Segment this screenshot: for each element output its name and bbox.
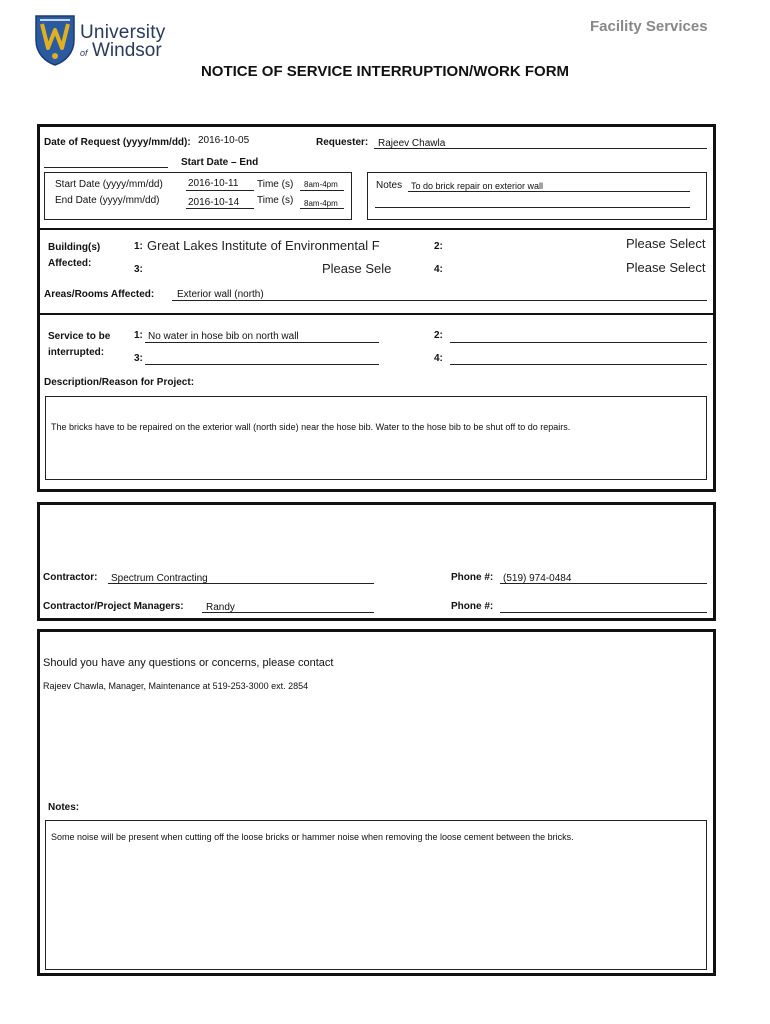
end-time-label: Time (s) [257,195,294,206]
notes-text: Some noise will be present when cutting off the loose bricks or hammer noise when removing the loose cement between the bricks. [51,832,574,842]
contractor-underline [108,583,374,584]
start-time-label: Time (s) [257,179,294,190]
blank-underline [44,167,168,168]
contact-line-2: Rajeev Chawla, Manager, Maintenance at 519-253-3000 ext. 2854 [43,681,309,691]
dates-notes-underline-2 [375,207,690,208]
phone-2-label: Phone #: [451,601,494,612]
form-title: NOTICE OF SERVICE INTERRUPTION/WORK FORM [200,63,570,80]
start-time-underline [300,190,344,191]
service-2-underline[interactable] [450,342,707,343]
managers-underline [202,612,374,613]
start-time-field[interactable]: 8am-4pm [304,180,338,189]
contractor-label: Contractor: [43,572,98,583]
building-4-number: 4: [434,264,443,275]
areas-underline [172,300,707,301]
service-1-number: 1: [134,330,143,341]
logo-of-text: of [80,48,88,58]
start-date-label: Start Date (yyyy/mm/dd) [55,179,163,190]
description-text: The bricks have to be repaired on the exterior wall (north side) near the hose bib. Water to the hose bib to be shut off to do repairs. [51,422,571,432]
section-divider [40,228,713,230]
logo-windsor-text: Windsor [92,40,162,61]
phone-1-label: Phone #: [451,572,494,583]
building-3-number: 3: [134,264,143,275]
service-3-number: 3: [134,353,143,364]
requester-underline [374,148,707,149]
section-divider-2 [40,313,713,315]
start-date-field[interactable]: 2016-10-11 [188,178,239,189]
areas-label: Areas/Rooms Affected: [44,289,155,300]
description-label: Description/Reason for Project: [44,377,195,388]
interrupted-label: interrupted: [48,347,105,358]
dates-notes-box [367,172,707,220]
service-box [40,319,713,374]
building-1-select[interactable]: Great Lakes Institute of Environmental F [147,238,380,253]
notes-textarea[interactable] [45,820,707,970]
building-3-select[interactable]: Please Sele [322,261,392,276]
areas-field[interactable]: Exterior wall (north) [177,289,264,300]
building-2-number: 2: [434,241,443,252]
start-end-label: Start Date – End [181,157,259,168]
department-name: Facility Services [590,18,708,35]
managers-field[interactable]: Randy [206,602,235,613]
phone-1-field[interactable]: (519) 974-0484 [503,573,572,584]
service-4-underline[interactable] [450,364,707,365]
service-4-number: 4: [434,353,443,364]
contact-line-1: Should you have any questions or concerns, please contact [43,657,334,669]
requester-label: Requester: [316,137,369,148]
building-4-select[interactable]: Please Select [626,260,706,275]
notes-label: Notes: [48,802,80,813]
service-1-field[interactable]: No water in hose bib on north wall [148,331,299,342]
phone-2-underline[interactable] [500,612,707,613]
end-time-underline [300,208,344,209]
affected-label: Affected: [48,258,92,269]
dates-notes-underline-1 [408,191,690,192]
service-3-underline[interactable] [145,364,379,365]
end-time-field[interactable]: 8am-4pm [304,199,338,208]
date-of-request-label: Date of Request (yyyy/mm/dd): [44,137,191,148]
contractor-field[interactable]: Spectrum Contracting [111,573,208,584]
building-1-number: 1: [134,241,143,252]
service-1-underline [145,342,379,343]
end-date-label: End Date (yyyy/mm/dd) [55,195,160,206]
dates-notes-label: Notes [376,180,403,191]
end-date-underline [186,208,254,209]
managers-label: Contractor/Project Managers: [43,601,184,612]
shield-crest-icon [34,14,76,66]
end-date-field[interactable]: 2016-10-14 [188,197,240,208]
requester-field[interactable]: Rajeev Chawla [378,138,446,149]
service-2-number: 2: [434,330,443,341]
buildings-label: Building(s) [48,242,101,253]
start-date-underline [186,190,254,191]
dates-notes-field[interactable]: To do brick repair on exterior wall [411,181,544,191]
date-of-request-field[interactable]: 2016-10-05 [198,135,250,146]
service-label: Service to be [48,331,111,342]
logo-university-text: University [80,22,166,43]
description-textarea[interactable] [45,396,707,480]
building-2-select[interactable]: Please Select [626,236,706,251]
phone-1-underline [500,583,707,584]
